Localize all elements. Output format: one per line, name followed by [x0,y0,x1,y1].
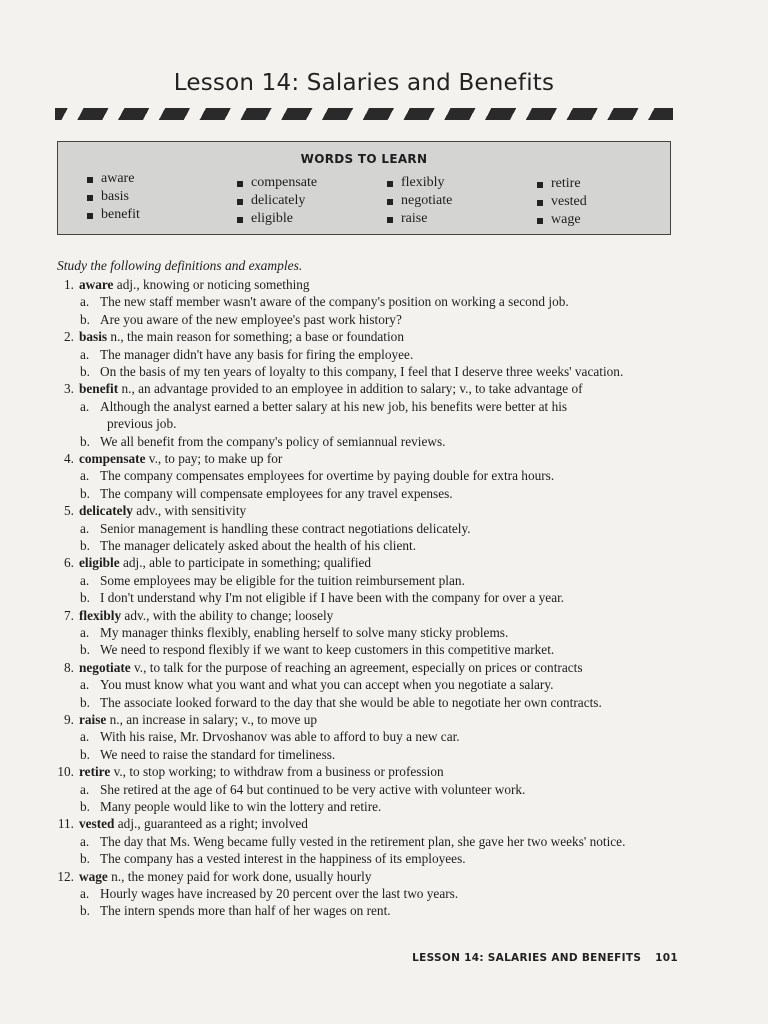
example-sentence [80,433,445,450]
example-sentence [80,589,564,606]
entry-word: basis [79,329,108,345]
page-title: Lesson 14: Salaries and Benefits [173,70,555,96]
example-letter: a. [80,625,90,640]
example-letter: b. [80,311,90,327]
example-sentence [80,676,553,693]
word-item: negotiate [385,192,452,210]
word-item: flexibly [385,174,452,192]
entry-definition: n., an advantage provided to an employee in addition to salary; v., to take advantage of [118,381,583,397]
example-letter: b. [80,364,90,379]
word-item: raise [385,210,452,228]
word-item: retire [535,175,587,193]
example-sentence [80,694,602,711]
example-sentence [80,746,335,763]
example-sentence [80,902,391,919]
example-text: We need to respond flexibly if we want to keep customers in this competitive market. [100,642,555,658]
example-letter: a. [80,294,90,310]
entry-definition: n., the money paid for work done, usually hourly [107,868,372,884]
example-sentence [80,537,416,554]
entry-number: 12. [57,868,74,884]
definition-entry [52,711,317,728]
running-head: LESSON 14: SALARIES AND BENEFITS [412,952,642,964]
study-instructions: Study the following definitions and examples. [57,258,303,273]
entry-word: retire [79,764,111,780]
entry-definition: v., to talk for the purpose of reaching an agreement, especially on prices or contracts [130,659,583,675]
example-letter: a. [80,520,90,536]
definition-entry [52,815,308,832]
example-letter: a. [80,468,90,484]
example-sentence [107,415,176,432]
definition-entry [52,328,404,345]
entry-word: delicately [79,503,133,519]
example-text: Hourly wages have increased by 20 percent over the last two years. [100,886,459,901]
definition-entry [52,607,333,624]
example-letter: b. [80,433,90,449]
example-letter: b. [80,485,90,501]
word-item: benefit [85,206,140,224]
example-sentence [80,293,569,310]
example-letter: b. [80,694,90,710]
entry-number: 2. [64,329,74,345]
example-text: The manager delicately asked about the health of his client. [100,538,417,553]
definition-entry [52,554,371,571]
example-sentence [80,311,402,328]
entry-definition: adj., able to participate in something; qualified [119,555,372,571]
example-sentence [80,728,460,745]
example-letter: b. [80,642,90,658]
entry-definition: v., to pay; to make up for [145,451,283,466]
example-sentence [80,781,525,798]
example-text: The company compensates employees for overtime by paying double for extra hours. [100,468,555,484]
example-text: We all benefit from the company's policy of semiannual reviews. [100,433,446,449]
word-item: vested [535,193,587,211]
example-text: She retired at the age of 64 but continued to be very active with volunteer work. [100,781,526,797]
example-text: Some employees may be eligible for the tuition reimbursement plan. [100,572,465,588]
words-to-learn-box [57,141,671,235]
word-column-4 [535,175,587,229]
example-letter: a. [80,781,90,797]
definition-entry [52,450,282,467]
example-text: I don't understand why I'm not eligible if I have been with the company for over a year. [100,590,565,606]
word-column-2 [235,174,317,228]
example-sentence [80,467,554,484]
word-item: eligible [235,210,317,228]
entry-number: 10. [57,764,74,780]
example-text: On the basis of my ten years of loyalty to this company, I feel that I deserve three weeks' vacation. [100,364,624,379]
example-letter: a. [80,833,90,849]
word-column-1 [85,170,140,224]
entry-definition: adj., guaranteed as a right; involved [114,816,308,832]
word-item: aware [85,170,140,188]
entry-number: 11. [57,816,74,832]
example-sentence [80,363,623,380]
definition-entry [52,276,310,293]
example-text: Senior management is handling these contract negotiations delicately. [100,520,471,536]
example-text: The intern spends more than half of her wages on rent. [100,903,391,919]
example-text: Many people would like to win the lottery and retire. [100,799,382,814]
entry-definition: adv., with sensitivity [132,503,247,519]
entry-number: 8. [64,659,74,675]
definition-entry [52,380,583,397]
example-text: You must know what you want and what you can accept when you negotiate a salary. [100,677,554,693]
example-letter: b. [80,538,90,553]
example-letter: a. [80,398,90,414]
example-text: The company will compensate employees for any travel expenses. [100,485,453,501]
example-letter: a. [80,346,90,362]
word-item: basis [85,188,140,206]
entry-definition: n., an increase in salary; v., to move up [106,712,318,727]
example-letter: b. [80,851,90,867]
example-text: previous job. [107,416,177,432]
entry-word: eligible [79,555,120,571]
example-text: The day that Ms. Weng became fully vested in the retirement plan, she gave her two weeks' notice. [100,833,626,849]
example-letter: a. [80,886,90,901]
definition-entry [52,659,583,676]
example-text: The manager didn't have any basis for firing the employee. [100,346,414,362]
example-sentence [80,833,625,850]
example-text: My manager thinks flexibly, enabling herself to solve many sticky problems. [100,625,509,640]
page-number: 101 [655,952,678,964]
example-text: We need to raise the standard for timeliness. [100,746,336,762]
definition-entry [52,868,371,885]
entry-word: compensate [79,451,146,466]
entry-word: flexibly [79,607,122,623]
example-sentence [80,641,554,658]
entry-definition: adj., knowing or noticing something [113,277,310,292]
example-text: The company has a vested interest in the happiness of its employees. [100,851,466,867]
example-letter: b. [80,903,90,919]
example-letter: a. [80,572,90,588]
example-sentence [80,850,466,867]
words-to-learn-heading: WORDS TO LEARN [300,152,428,166]
page-footer [412,952,678,964]
entry-definition: n., the main reason for something; a base or foundation [107,329,404,345]
example-sentence [80,624,508,641]
word-item: compensate [235,174,317,192]
entry-word: benefit [79,381,119,397]
entry-definition: adv., with the ability to change; loosely [121,607,334,623]
example-text: With his raise, Mr. Drvoshanov was able to afford to buy a new car. [100,729,460,745]
entry-number: 4. [64,451,74,466]
example-sentence [80,346,413,363]
entry-word: raise [79,712,107,727]
entry-number: 3. [64,381,74,397]
entry-word: wage [79,868,108,884]
definition-entry [52,502,246,519]
example-sentence [80,798,381,815]
example-text: Are you aware of the new employee's past work history? [100,311,402,327]
example-text: Although the analyst earned a better salary at his new job, his benefits were better at his [100,398,568,414]
example-sentence [80,572,465,589]
entry-word: vested [79,816,115,832]
example-sentence [80,485,453,502]
entry-word: negotiate [79,659,131,675]
example-sentence [80,885,458,902]
title-divider-stripe [55,108,673,120]
example-letter: b. [80,746,90,762]
entry-definition: v., to stop working; to withdraw from a business or profession [110,764,444,780]
example-text: The new staff member wasn't aware of the company's position on working a second job. [100,294,569,310]
example-letter: a. [80,729,90,745]
entry-number: 1. [64,277,74,292]
word-column-3 [385,174,452,228]
word-item: delicately [235,192,317,210]
word-item: wage [535,211,587,229]
entry-number: 5. [64,503,74,519]
entry-number: 6. [64,555,74,571]
entry-number: 7. [64,607,74,623]
entry-word: aware [79,277,114,292]
example-sentence [80,398,567,415]
definition-entry [52,763,444,780]
example-text: The associate looked forward to the day that she would be able to negotiate her own contracts. [100,694,602,710]
example-letter: a. [80,677,90,693]
example-letter: b. [80,590,90,606]
entry-number: 9. [64,712,74,727]
example-letter: b. [80,799,90,814]
example-sentence [80,520,471,537]
